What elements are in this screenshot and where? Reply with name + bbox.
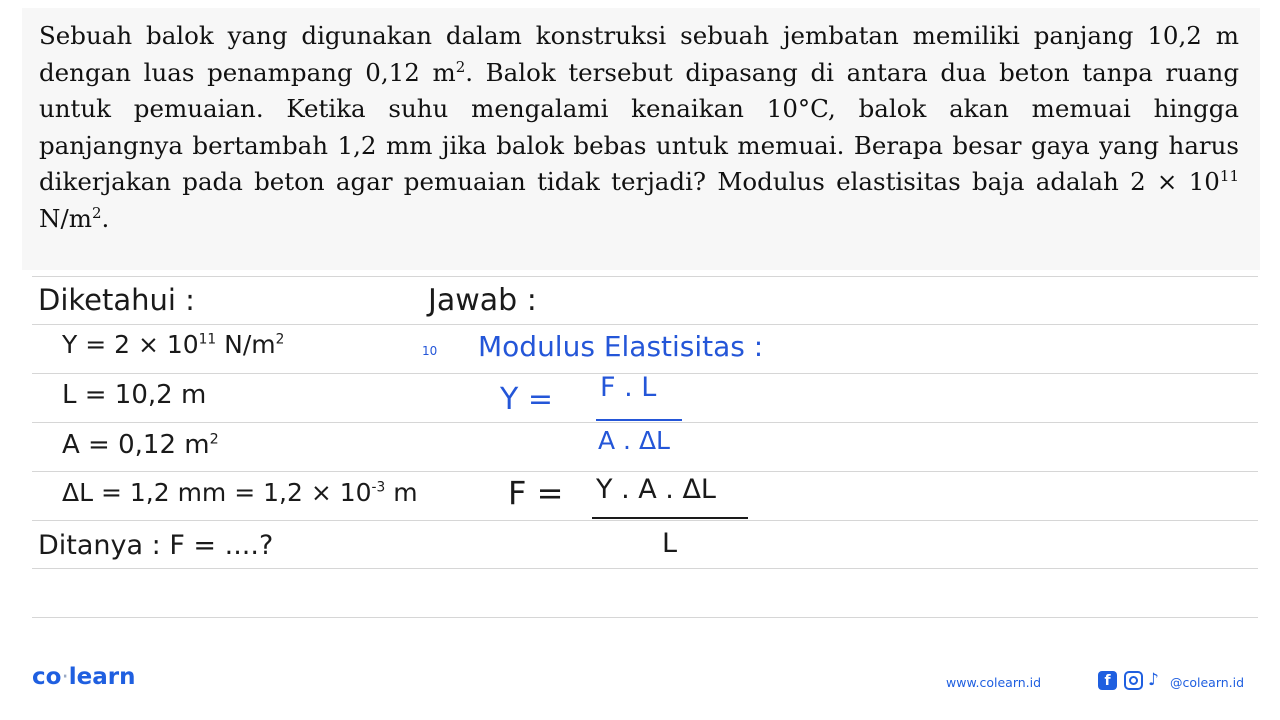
known-area: A = 0,12 $m^2$	[62, 430, 219, 460]
asked-line: Ditanya : F = ....?	[38, 530, 274, 561]
formula1-lhs: Y =	[500, 382, 553, 417]
formula2-lhs: F =	[508, 474, 564, 512]
formula1-denominator: A . ΔL	[598, 426, 670, 455]
instagram-icon[interactable]	[1124, 671, 1143, 690]
answer-heading: Jawab :	[428, 283, 537, 318]
formula1-numerator: F . L	[600, 372, 657, 403]
known-modulus: $Y = 2 \times 10^{11}$ $N/m^2$	[62, 330, 285, 359]
modulus-heading: Modulus Elastisitas :	[478, 330, 764, 363]
social-handle[interactable]: @colearn.id	[1170, 675, 1245, 690]
tiktok-icon[interactable]: ♪	[1148, 670, 1159, 690]
problem-box	[22, 8, 1260, 270]
formula2-numerator: Y . A . ΔL	[596, 474, 716, 505]
ruled-line	[32, 422, 1258, 423]
facebook-icon[interactable]: f	[1098, 671, 1117, 690]
ruled-line	[32, 568, 1258, 569]
step-number: 10	[422, 344, 438, 358]
known-elongation: ΔL = 1,2 mm = $1,2 \times 10^{-3}$ m	[62, 478, 418, 507]
colearn-logo[interactable]: co·learn	[32, 664, 136, 690]
ruled-line	[32, 471, 1258, 472]
website-link[interactable]: www.colearn.id	[946, 675, 1042, 690]
formula1-fraction-bar	[596, 419, 682, 421]
ruled-line	[32, 276, 1258, 277]
ruled-line	[32, 324, 1258, 325]
formula2-denominator: L	[662, 528, 678, 559]
ruled-line	[32, 520, 1258, 521]
known-heading: Diketahui :	[38, 283, 195, 317]
formula2-fraction-bar	[592, 517, 748, 519]
problem-text: Sebuah balok yang digunakan dalam konstruksi sebuah jembatan memiliki panjang 10,2 m dengan luas penampang 0,12 $m^2$. Balok tersebut dipasang di antara dua beton tanpa ruang untuk pemuaian. Ketika suhu mengalami kenaikan 10°C, balok akan memuai hingga panjangnya bertambah 1,2 mm jika balok bebas untuk memuai. Berapa besar gaya yang harus dikerjakan pada beton agar pemuaian tidak terjadi? Modulus elastisitas baja adalah $2 \times 10^{11}$ $N/m^2$.	[39, 21, 1239, 233]
known-length: L = 10,2 m	[62, 380, 207, 410]
ruled-line	[32, 617, 1258, 618]
